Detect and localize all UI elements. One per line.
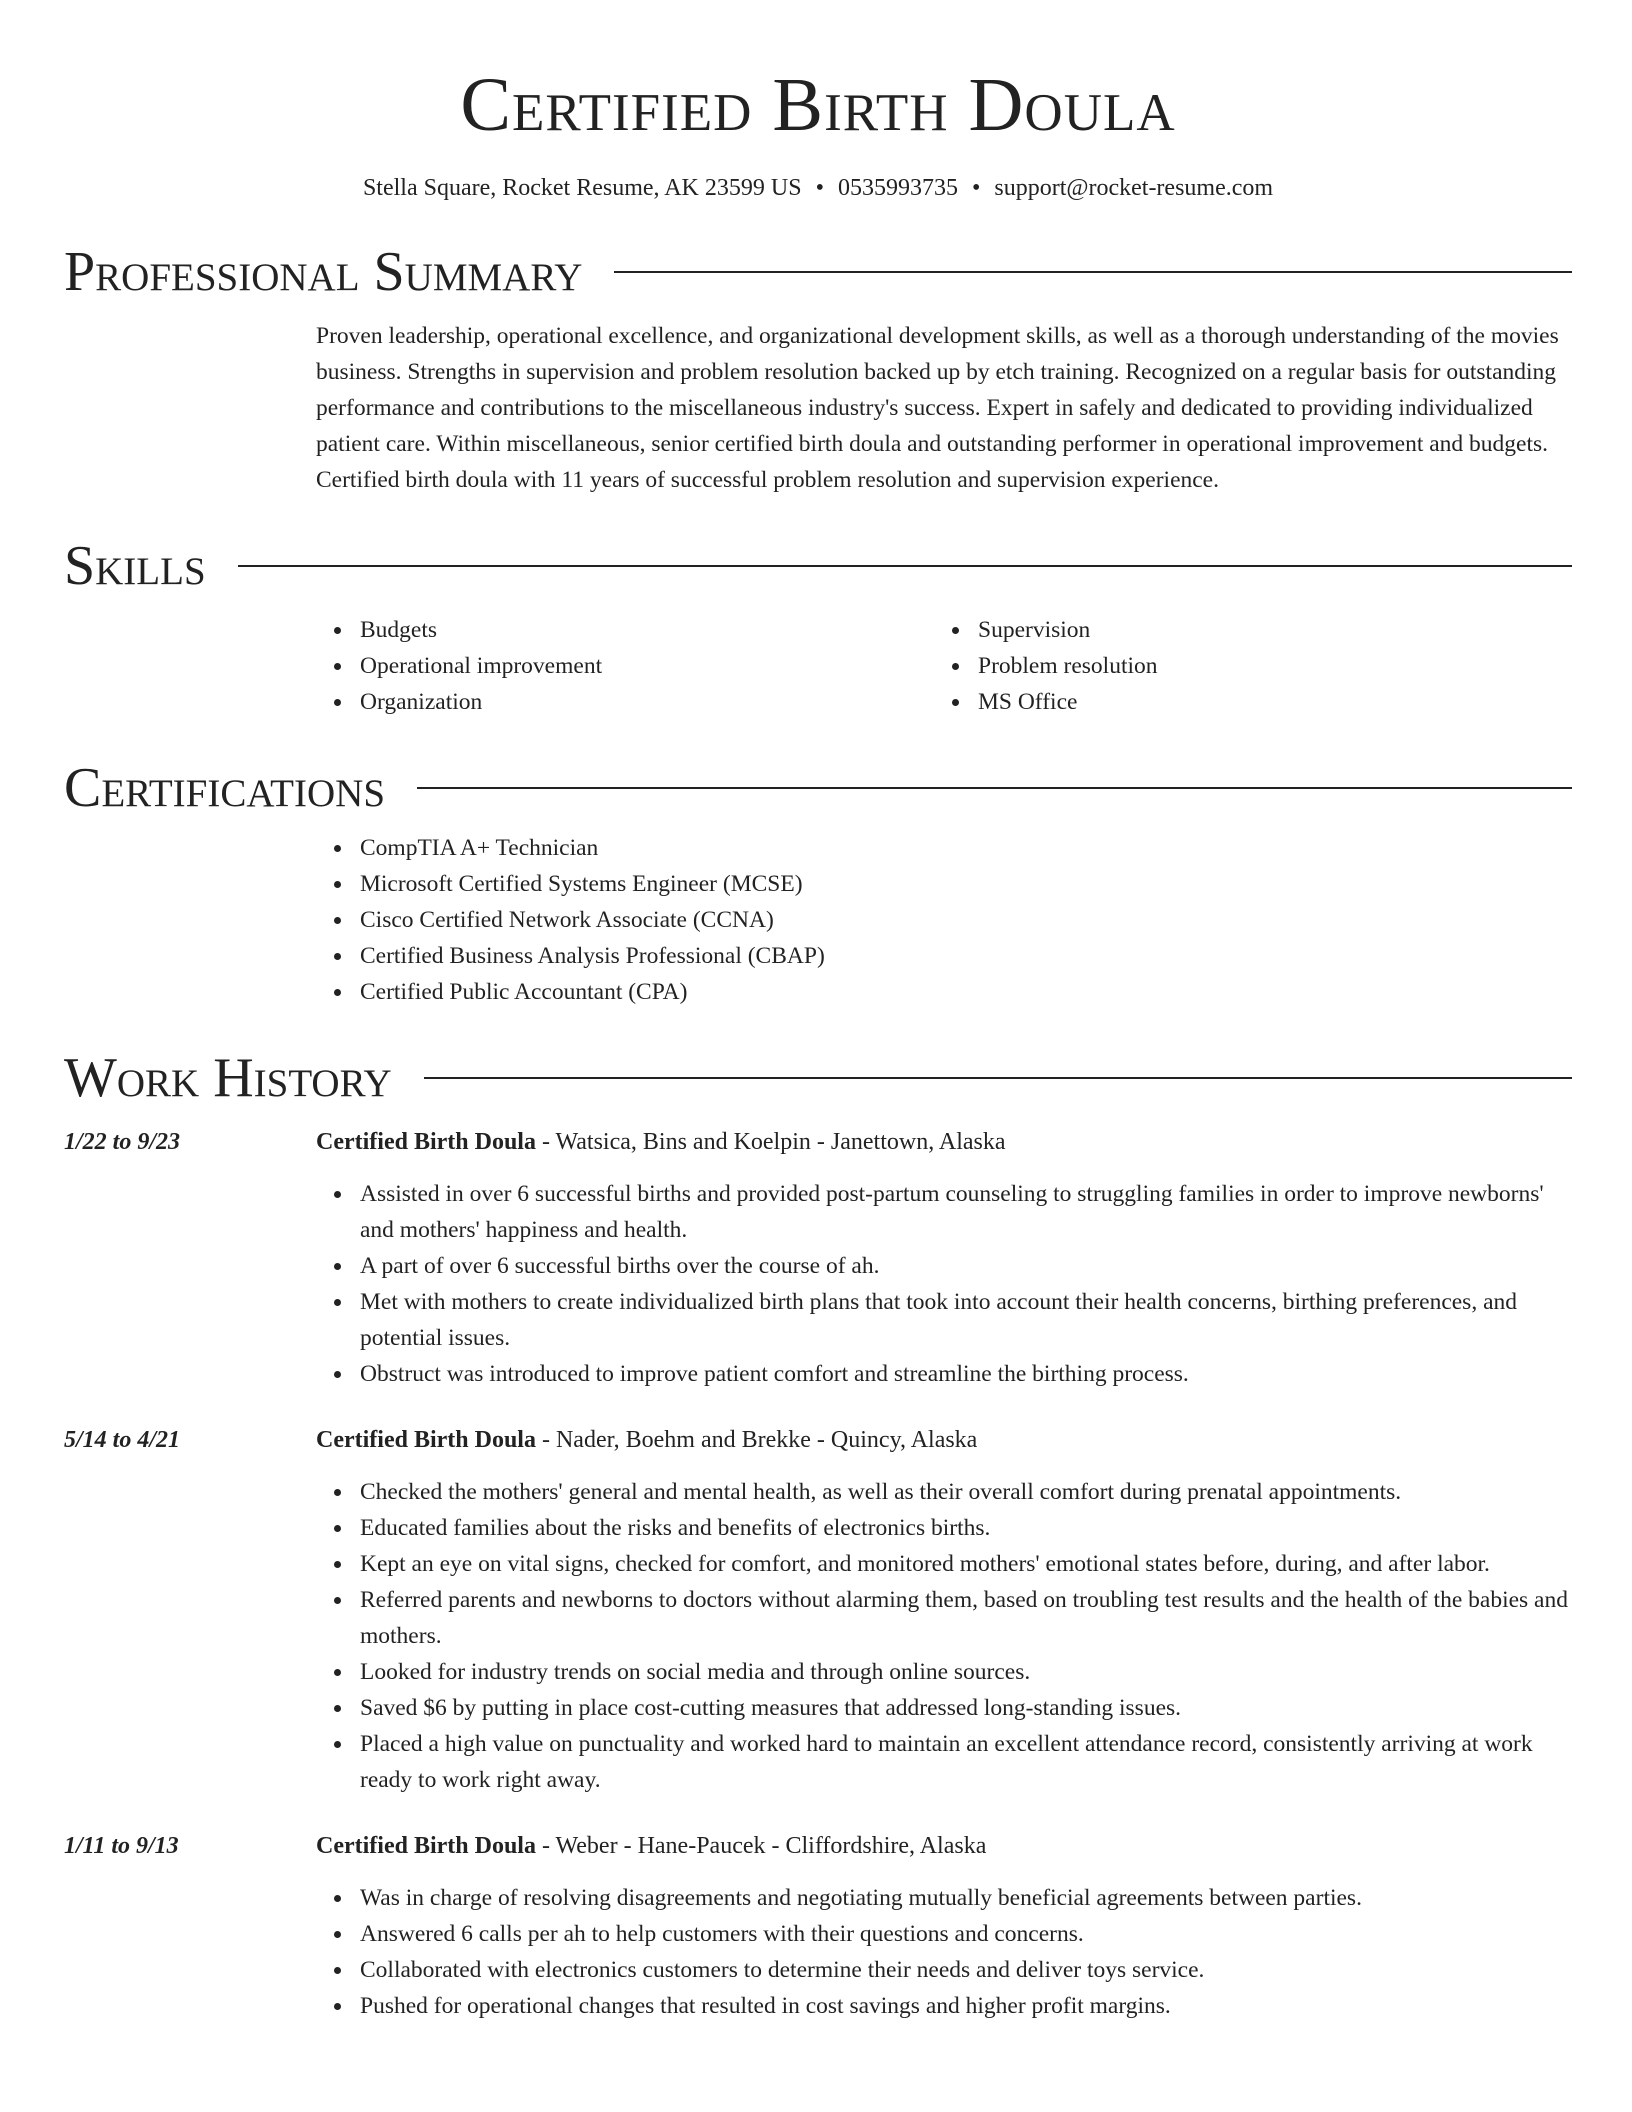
job-duties-list (316, 1880, 1572, 2024)
job-entry (64, 1422, 1572, 1798)
contact-separator: • (815, 175, 824, 201)
certifications-list (316, 830, 1572, 1010)
certifications-section-header (64, 756, 1572, 820)
job-duty: Educated families about the risks and benefits of electronics births. (316, 1510, 1572, 1546)
job-duties-list (316, 1176, 1572, 1392)
skill-item: Supervision (934, 612, 1552, 648)
job-duty: Obstruct was introduced to improve patient comfort and streamline the birthing process. (316, 1356, 1572, 1392)
work-section-header (64, 1046, 1572, 1110)
contact-address: Stella Square, Rocket Resume, AK 23599 US (362, 175, 802, 201)
job-employer-location: - Nader, Boehm and Brekke - Quincy, Alaska (535, 1427, 978, 1453)
job-duty: Answered 6 calls per ah to help customers with their questions and concerns. (316, 1916, 1572, 1952)
section-title-certifications: Certifications (64, 757, 386, 819)
certification-item: Cisco Certified Network Associate (CCNA) (316, 902, 1572, 938)
job-dates: 5/14 to 4/21 (64, 1427, 181, 1453)
job-duty: Placed a high value on punctuality and worked hard to maintain an excellent attendance record, consistently arriving at work ready to work right away. (316, 1726, 1572, 1798)
job-title-line (316, 1124, 1572, 1160)
section-title-skills: Skills (64, 535, 206, 597)
contact-email: support@rocket-resume.com (994, 175, 1274, 201)
job-duty: Assisted in over 6 successful births and provided post-partum counseling to struggling families in order to improve newborns' and mothers' happiness and health. (316, 1176, 1572, 1248)
certification-item: Certified Business Analysis Professional (CBAP) (316, 938, 1572, 974)
section-title-work-history: Work History (64, 1047, 392, 1109)
certification-item: Microsoft Certified Systems Engineer (MCSE) (316, 866, 1572, 902)
job-header (64, 1124, 1572, 1160)
resume-page (64, 58, 1572, 2024)
job-duty: Looked for industry trends on social media and through online sources. (316, 1654, 1572, 1690)
job-employer-location: - Watsica, Bins and Koelpin - Janettown, Alaska (535, 1129, 1006, 1155)
summary-text: Proven leadership, operational excellence, and organizational development skills, as well as a thorough understanding of the movies business. Strengths in supervision and problem resolution backed up by etch training. Recognized on a regular basis for outstanding performance and contributions to the miscellaneous industry's success. Expert in safely and dedicated to providing individualized patient care. Within miscellaneous, senior certified birth doula and outstanding performer in operational improvement and budgets. Certified birth doula with 11 years of successful problem resolution and supervision experience. (316, 323, 1559, 493)
job-duty: Collaborated with electronics customers to determine their needs and deliver toys service. (316, 1952, 1572, 1988)
skill-item: Organization (316, 684, 934, 720)
section-title-summary: Professional Summary (64, 241, 583, 303)
job-duty: Checked the mothers' general and mental health, as well as their overall comfort during prenatal appointments. (316, 1474, 1572, 1510)
contact-phone: 0535993735 (837, 175, 958, 201)
job-header (64, 1422, 1572, 1458)
resume-name: Certified Birth Doula (460, 63, 1176, 147)
job-duties-list (316, 1474, 1572, 1798)
section-divider (417, 787, 1572, 789)
job-employer-location: - Weber - Hane-Paucek - Cliffordshire, Alaska (535, 1833, 987, 1859)
certification-item: Certified Public Accountant (CPA) (316, 974, 1572, 1010)
job-title-line (316, 1422, 1572, 1458)
skill-item: Budgets (316, 612, 934, 648)
skills-column-right (934, 612, 1552, 720)
skills-section-header (64, 534, 1572, 598)
skill-item: Problem resolution (934, 648, 1552, 684)
job-entry (64, 1828, 1572, 2024)
job-duty: Referred parents and newborns to doctors without alarming them, based on troubling test results and the health of the babies and mothers. (316, 1582, 1572, 1654)
section-divider (424, 1077, 1572, 1079)
job-dates: 1/11 to 9/13 (64, 1833, 179, 1859)
contact-line (64, 172, 1572, 204)
section-divider (614, 271, 1572, 273)
job-header (64, 1828, 1572, 1864)
summary-section-header (64, 240, 1572, 304)
section-divider (238, 565, 1572, 567)
job-title: Certified Birth Doula (316, 1833, 536, 1859)
skills-list (316, 612, 1572, 720)
contact-separator: • (971, 175, 981, 201)
job-duty: A part of over 6 successful births over the course of ah. (316, 1248, 1572, 1284)
job-duty: Met with mothers to create individualized birth plans that took into account their health concerns, birthing preferences, and potential issues. (316, 1284, 1572, 1356)
skills-column-left (316, 612, 934, 720)
job-duty: Saved $6 by putting in place cost-cutting measures that addressed long-standing issues. (316, 1690, 1572, 1726)
job-title: Certified Birth Doula (316, 1427, 536, 1453)
job-title: Certified Birth Doula (316, 1129, 536, 1155)
job-duty: Pushed for operational changes that resulted in cost savings and higher profit margins. (316, 1988, 1572, 2024)
job-dates: 1/22 to 9/23 (64, 1129, 181, 1155)
job-duty: Kept an eye on vital signs, checked for comfort, and monitored mothers' emotional states before, during, and after labor. (316, 1546, 1572, 1582)
skill-item: Operational improvement (316, 648, 934, 684)
skill-item: MS Office (934, 684, 1552, 720)
certification-item: CompTIA A+ Technician (316, 830, 1572, 866)
job-duty: Was in charge of resolving disagreements and negotiating mutually beneficial agreements between parties. (316, 1880, 1572, 1916)
job-entry (64, 1124, 1572, 1392)
job-title-line (316, 1828, 1572, 1864)
